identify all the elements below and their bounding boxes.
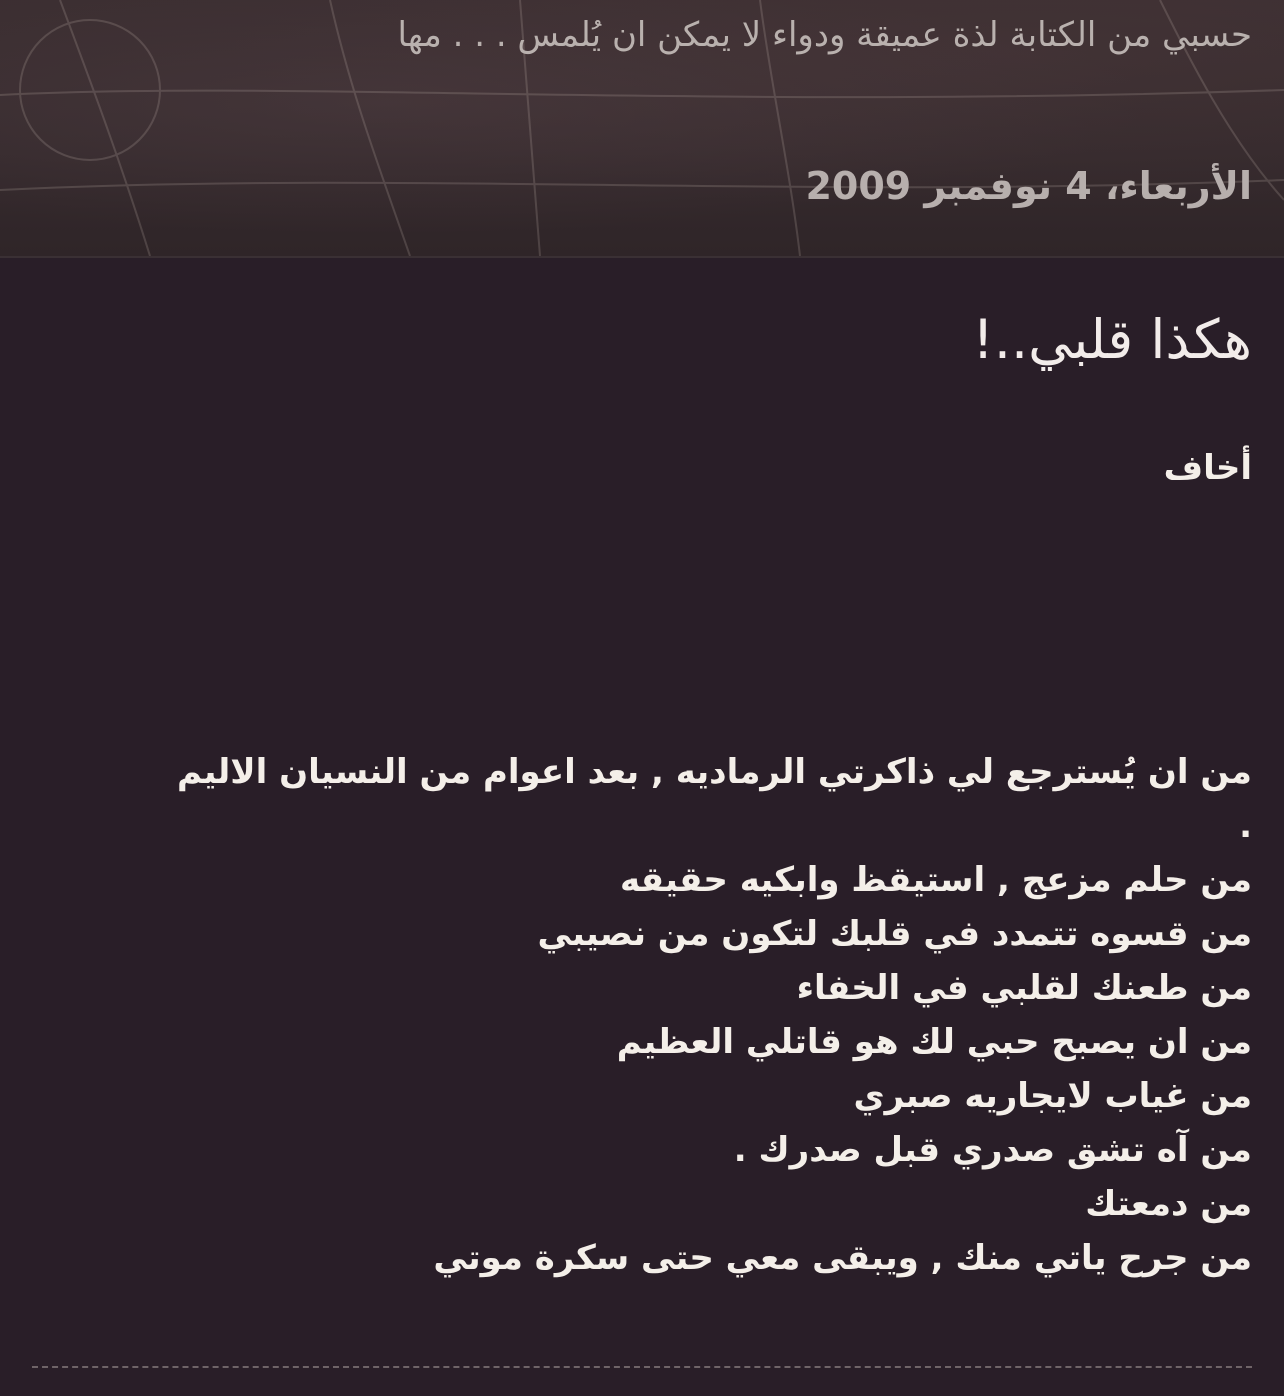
post-line: من طعنك لقلبي في الخفاء	[796, 968, 1252, 1008]
post-line: .	[1239, 806, 1252, 846]
post-body	[32, 440, 1252, 1278]
post-line: من ان يُسترجع لي ذاكرتي الرماديه , بعد اعوام من النسيان الاليم	[176, 752, 1252, 792]
post-lines	[32, 745, 1252, 1285]
post-line: من حلم مزعج , استيقظ وابكيه حقيقه	[619, 860, 1252, 900]
post-line: من جرح ياتي منك , ويبقى معي حتى سكرة موتي	[433, 1238, 1252, 1278]
post-line: من قسوه تتمدد في قلبك لتكون من نصيبي	[537, 914, 1252, 954]
post-line: من غياب لايجاريه صبري	[853, 1076, 1252, 1116]
post-line: من ان يصبح حبي لك هو قاتلي العظيم	[616, 1022, 1252, 1062]
post-intro: أخاف	[1163, 448, 1252, 488]
blog-description: حسبي من الكتابة لذة عميقة ودواء لا يمكن ان يُلمس . . . مها	[397, 15, 1252, 55]
post-date: الأربعاء، 4 نوفمبر 2009	[805, 164, 1252, 208]
post-title[interactable]: هكذا قلبي..!	[972, 308, 1252, 371]
post-line: من آه تشق صدري قبل صدرك .	[733, 1130, 1252, 1170]
post-divider	[32, 1366, 1252, 1368]
blog-header	[0, 0, 1284, 256]
post-line: من دمعتك	[1085, 1184, 1252, 1224]
